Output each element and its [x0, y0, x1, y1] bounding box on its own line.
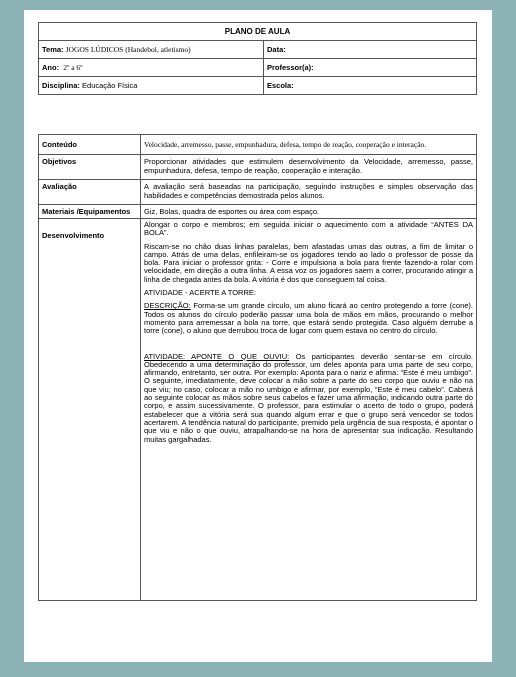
document-page — [24, 10, 492, 662]
dev-paragraph-antes-da-bola: Riscam-se no chão duas linhas paralelas, bem afastadas umas das outras, a fim de limitar o campo. Atrás de uma delas, enfileiram-se os jogadores tendo ao lado o professor de posse da bola. Para iniciar o professor grita: - Corre e impulsiona a bola para frente fazendo-a rolar com velocidade, em direção a outra linha. A essa voz os jogadores saem a correr, procurando atingir a linha de chegada antes da bola. A vitória é dos que conseguem tal coisa. — [144, 241, 473, 284]
avaliacao-label: Avaliação — [39, 180, 141, 205]
desenvolvimento-content — [141, 219, 477, 601]
disciplina-label: Disciplina: — [42, 81, 80, 90]
desenvolvimento-label: Desenvolvimento — [39, 219, 141, 601]
professor-cell — [264, 59, 477, 77]
conteudo-value: Velocidade, arremesso, passe, empunhadura, defesa, tempo de reação, cooperação e interação. — [141, 135, 477, 155]
data-cell — [264, 41, 477, 59]
atividade2-text: Os participantes deverão sentar-se em círculo. Obedecendo a uma determinação do professor, um deles aponta para uma parte de seu corpo, afirmando, entretanto, ser outra. Por exemplo: Aponta para o nariz e afirma: “Este é meu umbigo”. O seguinte, imediatamente, deve colocar a mão sobre a parte do seu corpo que ouviu e não na que viu; no caso, colocar a mão no umbigo e afirmar, por exemplo, “Este é meu cabelo”. Caberá ao seguinte colocar as mãos sobre seus cabelos e fazer uma afirmação, indicando outra parte do corpo, e assim sucessivamente. O professor, para estimular o acerto de todo o grupo, poderá estabelecer que a vitória será sua quando algum errar e que o grupo será vencedor se todos acertarem. A tendência natural do participante, premido pela urgência de sua resposta, é apontar o que viu e não o que ouviu, atrapalhando-se na hora de apresentar sua indicação. Resultando muitas gargalhadas. — [144, 351, 473, 444]
avaliacao-value: A avaliação será baseadas na participação, seguindo instruções e simples observação das habilidades e competências demostrada pelos alunos. — [141, 180, 477, 205]
atividade1-description — [144, 302, 473, 335]
ano-cell — [39, 59, 264, 77]
escola-label: Escola: — [267, 81, 294, 90]
ano-value: 2º a 6º — [63, 63, 83, 72]
header-table — [38, 22, 477, 95]
atividade2-description — [144, 353, 473, 444]
atividade2-title: ATIVIDADE: APONTE O QUE OUVIU: — [144, 351, 290, 361]
page-title: PLANO DE AULA — [39, 23, 477, 41]
tema-value: JOGOS LÚDICOS (Handebol, atletismo) — [65, 45, 191, 54]
objetivos-value: Proporcionar atividades que estimulem desenvolvimento da Velocidade, arremesso, passe, empunhadura, defesa, tempo de reação, cooperação e interação. — [141, 155, 477, 180]
conteudo-label: Conteúdo — [39, 135, 141, 155]
ano-label: Ano: — [42, 63, 60, 72]
atividade1-label: DESCRIÇÃO: — [144, 301, 191, 311]
tema-cell — [39, 41, 264, 59]
atividade1-title: ATIVIDADE - ACERTE A TORRE: — [144, 288, 256, 298]
professor-label: Professor(a): — [267, 63, 314, 72]
plan-table — [38, 134, 477, 601]
atividade1-text: Forma-se um grande círculo, um aluno ficará ao centro protegendo a torre (cone). Todos os alunos do círculo poderão passar uma bola de mãos em mãos, procurando o melhor momento para arremessar a bola na torre, que estará sendo protegida. Caso alguém derrube a torre (cone), o aluno que derrubou troca de lugar com quem estava no centro do círculo. — [144, 301, 473, 336]
objetivos-label: Objetivos — [39, 155, 141, 180]
disciplina-value: Educação Física — [82, 81, 138, 90]
materiais-value: Giz, Bolas, quadra de esportes ou área com espaço. — [141, 205, 477, 219]
materiais-label: Materiais /Equipamentos — [39, 205, 141, 219]
data-label: Data: — [267, 45, 286, 54]
disciplina-cell — [39, 77, 264, 95]
escola-cell — [264, 77, 477, 95]
tema-label: Tema: — [42, 45, 64, 54]
dev-intro: Alongar o corpo e membros; em seguida iniciar o aquecimento com a atividade “ANTES DA BOLA”. — [144, 220, 473, 238]
